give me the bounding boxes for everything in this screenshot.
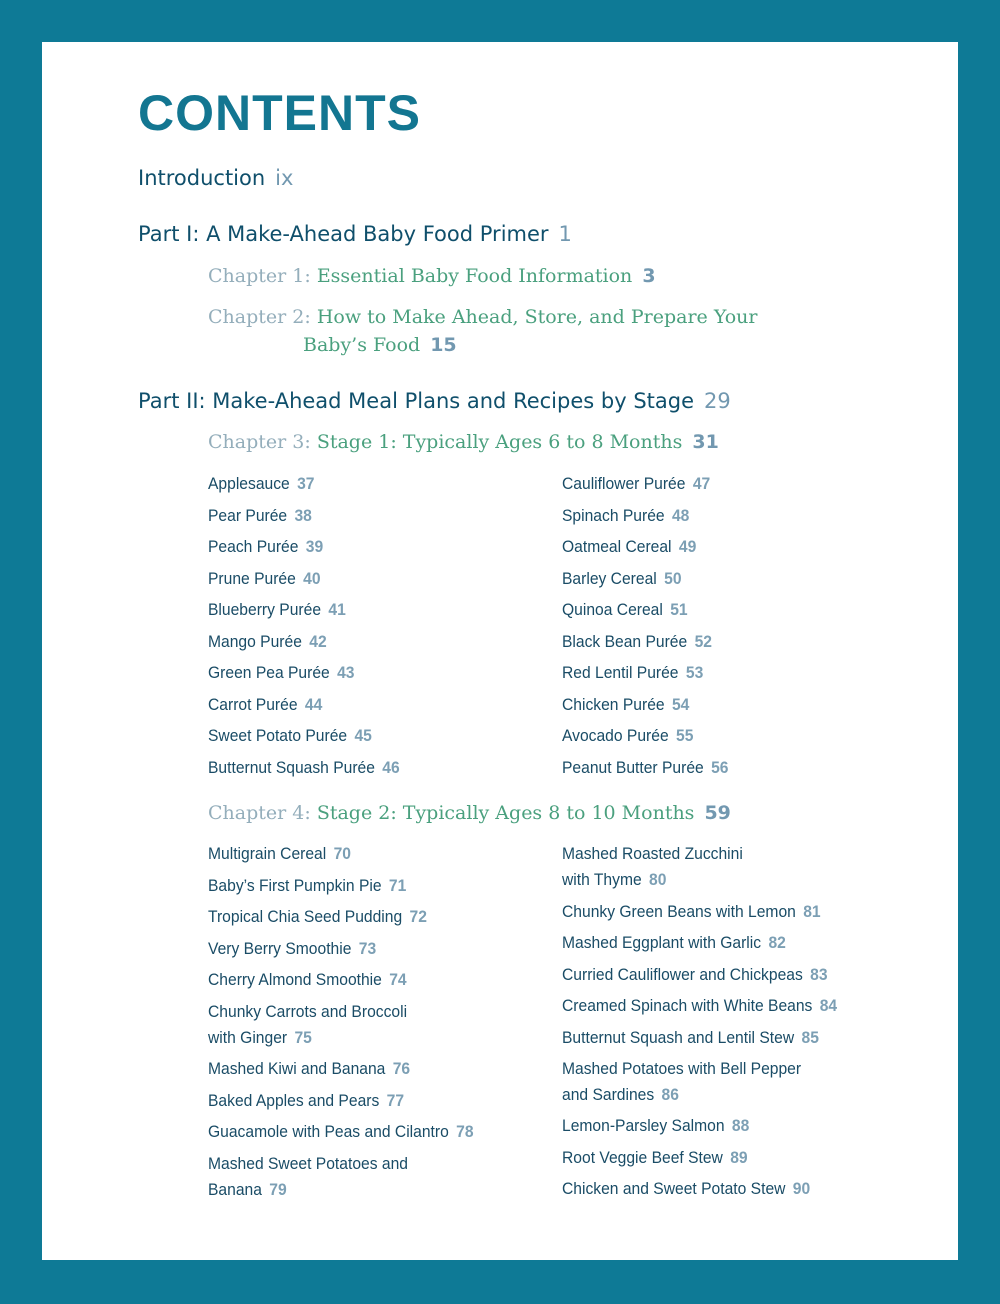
toc-part-2[interactable] xyxy=(138,389,731,413)
page-number: 71 xyxy=(388,876,407,895)
toc-introduction[interactable] xyxy=(138,166,293,190)
recipe-name: Cherry Almond Smoothie xyxy=(208,970,382,989)
page-number: 84 xyxy=(819,996,838,1015)
chapter-prefix: Chapter 3: xyxy=(208,431,311,453)
page-number: 56 xyxy=(711,758,729,777)
recipe-entry[interactable] xyxy=(562,597,688,623)
recipe-entry[interactable] xyxy=(562,1056,801,1108)
toc-part-1[interactable] xyxy=(138,222,572,246)
page-number: 31 xyxy=(692,431,719,453)
recipe-name: Mashed Kiwi and Banana xyxy=(208,1059,386,1078)
page-number: 46 xyxy=(382,758,400,777)
toc-chapter-2-continued[interactable] xyxy=(303,334,457,356)
chapter-prefix: Chapter 4: xyxy=(208,802,311,824)
recipe-entry[interactable] xyxy=(562,566,682,592)
recipe-entry[interactable] xyxy=(208,660,354,686)
chapter-prefix: Chapter 2: xyxy=(208,306,311,328)
page-number: 38 xyxy=(294,506,312,525)
page-number: 70 xyxy=(333,844,351,863)
toc-chapter-4[interactable] xyxy=(208,802,731,824)
recipe-name: Lemon-Parsley Salmon xyxy=(562,1116,725,1135)
recipe-entry[interactable] xyxy=(562,471,710,497)
chapter-title-continued: Baby’s Food xyxy=(303,334,421,356)
recipe-entry[interactable] xyxy=(208,1151,408,1203)
recipe-name: Spinach Purée xyxy=(562,506,665,525)
page-number: 43 xyxy=(337,663,355,682)
page-number: 45 xyxy=(354,726,372,745)
page-number: 44 xyxy=(304,695,323,714)
page-number: 52 xyxy=(694,632,712,651)
recipe-entry[interactable] xyxy=(562,899,821,925)
page-number: 81 xyxy=(803,902,821,921)
recipe-name: Peach Purée xyxy=(208,537,299,556)
recipe-name: Baked Apples and Pears xyxy=(208,1091,380,1110)
recipe-entry[interactable] xyxy=(208,503,312,529)
chapter-title: How to Make Ahead, Store, and Prepare Your xyxy=(316,306,758,328)
page-number: 37 xyxy=(297,474,315,493)
page-number: 77 xyxy=(386,1091,405,1110)
page-number: 82 xyxy=(768,933,786,952)
recipe-name-continued: Banana xyxy=(208,1180,262,1199)
recipe-entry[interactable] xyxy=(562,1145,748,1171)
recipe-name: Mango Purée xyxy=(208,632,302,651)
page-number: 73 xyxy=(358,939,377,958)
page-number: 74 xyxy=(389,970,407,989)
book-page xyxy=(42,42,958,1260)
page-number: 39 xyxy=(305,537,324,556)
recipe-name: Creamed Spinach with White Beans xyxy=(562,996,813,1015)
recipe-name: Chicken Purée xyxy=(562,695,665,714)
page-number: 80 xyxy=(649,870,667,889)
page-number: ix xyxy=(275,166,294,190)
recipe-name: Sweet Potato Purée xyxy=(208,726,348,745)
recipe-name: Chunky Green Beans with Lemon xyxy=(562,902,796,921)
recipe-entry[interactable] xyxy=(208,1056,410,1082)
recipe-entry[interactable] xyxy=(562,993,837,1019)
page-number: 49 xyxy=(678,537,697,556)
recipe-name: Avocado Purée xyxy=(562,726,669,745)
recipe-entry[interactable] xyxy=(562,1025,819,1051)
recipe-name: Mashed Potatoes with Bell Pepper xyxy=(562,1059,802,1078)
toc-entry-label: Introduction xyxy=(138,166,266,190)
recipe-name: Tropical Chia Seed Pudding xyxy=(208,907,403,926)
recipe-name: Curried Cauliflower and Chickpeas xyxy=(562,965,803,984)
page-number: 78 xyxy=(456,1122,474,1141)
page-number: 88 xyxy=(731,1116,750,1135)
recipe-name-continued: and Sardines xyxy=(562,1085,655,1104)
chapter-title: Stage 1: Typically Ages 6 to 8 Months xyxy=(316,431,683,453)
toc-chapter-1[interactable] xyxy=(208,265,656,287)
recipe-entry[interactable] xyxy=(208,936,376,962)
recipe-name: Red Lentil Purée xyxy=(562,663,679,682)
page-number: 51 xyxy=(670,600,688,619)
recipe-name: Black Bean Purée xyxy=(562,632,688,651)
recipe-entry[interactable] xyxy=(208,534,323,560)
page-number: 54 xyxy=(671,695,690,714)
page-number: 76 xyxy=(392,1059,411,1078)
chapter-title: Essential Baby Food Information xyxy=(316,265,633,287)
recipe-name-continued: with Thyme xyxy=(562,870,642,889)
page-number: 79 xyxy=(269,1180,287,1199)
page-number: 72 xyxy=(409,907,427,926)
recipe-entry[interactable] xyxy=(208,692,322,718)
page-number: 85 xyxy=(801,1028,819,1047)
toc-entry-label: Part II: Make-Ahead Meal Plans and Recipes by Stage xyxy=(138,389,694,413)
toc-chapter-2[interactable] xyxy=(208,306,757,328)
recipe-entry[interactable] xyxy=(562,503,689,529)
recipe-entry[interactable] xyxy=(208,471,315,497)
recipe-entry[interactable] xyxy=(208,967,407,993)
recipe-name: Oatmeal Cereal xyxy=(562,537,672,556)
recipe-entry[interactable] xyxy=(208,566,321,592)
recipe-entry[interactable] xyxy=(208,1088,404,1114)
chapter-prefix: Chapter 1: xyxy=(208,265,311,287)
page-number: 86 xyxy=(661,1085,679,1104)
recipe-entry[interactable] xyxy=(562,629,712,655)
recipe-entry[interactable] xyxy=(208,841,351,867)
page-number: 3 xyxy=(642,265,656,287)
recipe-name: Very Berry Smoothie xyxy=(208,939,352,958)
toc-chapter-3[interactable] xyxy=(208,431,719,453)
recipe-name: Carrot Purée xyxy=(208,695,298,714)
page-number: 55 xyxy=(676,726,694,745)
recipe-entry[interactable] xyxy=(208,873,406,899)
page-number: 29 xyxy=(704,389,731,413)
page-number: 40 xyxy=(303,569,321,588)
recipe-entry[interactable] xyxy=(208,904,427,930)
recipe-name: Mashed Roasted Zucchini xyxy=(562,844,743,863)
recipe-entry[interactable] xyxy=(562,660,703,686)
recipe-entry[interactable] xyxy=(562,692,689,718)
recipe-name: Pear Purée xyxy=(208,506,288,525)
recipe-name: Blueberry Purée xyxy=(208,600,322,619)
page-number: 15 xyxy=(430,334,457,356)
toc-entry-label: Part I: A Make-Ahead Baby Food Primer xyxy=(138,222,549,246)
recipe-entry[interactable] xyxy=(562,930,786,956)
recipe-entry[interactable] xyxy=(562,723,693,749)
page-number: 89 xyxy=(730,1148,748,1167)
page-title: CONTENTS xyxy=(138,85,421,141)
recipe-name: Barley Cereal xyxy=(562,569,657,588)
recipe-name: Prune Purée xyxy=(208,569,296,588)
page-number: 59 xyxy=(704,802,731,824)
recipe-name: Root Veggie Beef Stew xyxy=(562,1148,723,1167)
page-number: 1 xyxy=(558,222,572,246)
recipe-name: Butternut Squash Purée xyxy=(208,758,375,777)
page-number: 90 xyxy=(792,1179,811,1198)
recipe-entry[interactable] xyxy=(562,1176,810,1202)
page-number: 75 xyxy=(294,1028,312,1047)
recipe-name: Green Pea Purée xyxy=(208,663,330,682)
recipe-entry[interactable] xyxy=(562,534,696,560)
recipe-entry[interactable] xyxy=(562,962,828,988)
recipe-entry[interactable] xyxy=(208,629,327,655)
recipe-name-continued: with Ginger xyxy=(208,1028,288,1047)
recipe-name: Peanut Butter Purée xyxy=(562,758,704,777)
recipe-entry[interactable] xyxy=(208,597,346,623)
page-number: 41 xyxy=(328,600,346,619)
recipe-entry[interactable] xyxy=(208,999,407,1051)
recipe-name: Quinoa Cereal xyxy=(562,600,663,619)
page-number: 48 xyxy=(671,506,690,525)
page-number: 53 xyxy=(685,663,704,682)
page-number: 83 xyxy=(810,965,828,984)
recipe-name: Chunky Carrots and Broccoli xyxy=(208,1002,408,1021)
recipe-name: Applesauce xyxy=(208,474,290,493)
recipe-entry[interactable] xyxy=(562,755,728,781)
recipe-name: Cauliflower Purée xyxy=(562,474,686,493)
recipe-name: Mashed Sweet Potatoes and xyxy=(208,1154,408,1173)
recipe-entry[interactable] xyxy=(562,1113,749,1139)
recipe-entry[interactable] xyxy=(562,841,743,893)
recipe-entry[interactable] xyxy=(208,723,372,749)
recipe-name: Chicken and Sweet Potato Stew xyxy=(562,1179,786,1198)
recipe-name: Mashed Eggplant with Garlic xyxy=(562,933,762,952)
page-number: 42 xyxy=(309,632,327,651)
chapter-title: Stage 2: Typically Ages 8 to 10 Months xyxy=(316,802,695,824)
recipe-name: Guacamole with Peas and Cilantro xyxy=(208,1122,449,1141)
recipe-entry[interactable] xyxy=(208,755,400,781)
recipe-entry[interactable] xyxy=(208,1119,474,1145)
recipe-name: Multigrain Cereal xyxy=(208,844,327,863)
recipe-name: Baby’s First Pumpkin Pie xyxy=(208,876,382,895)
page-number: 47 xyxy=(692,474,711,493)
page-number: 50 xyxy=(664,569,682,588)
recipe-name: Butternut Squash and Lentil Stew xyxy=(562,1028,795,1047)
